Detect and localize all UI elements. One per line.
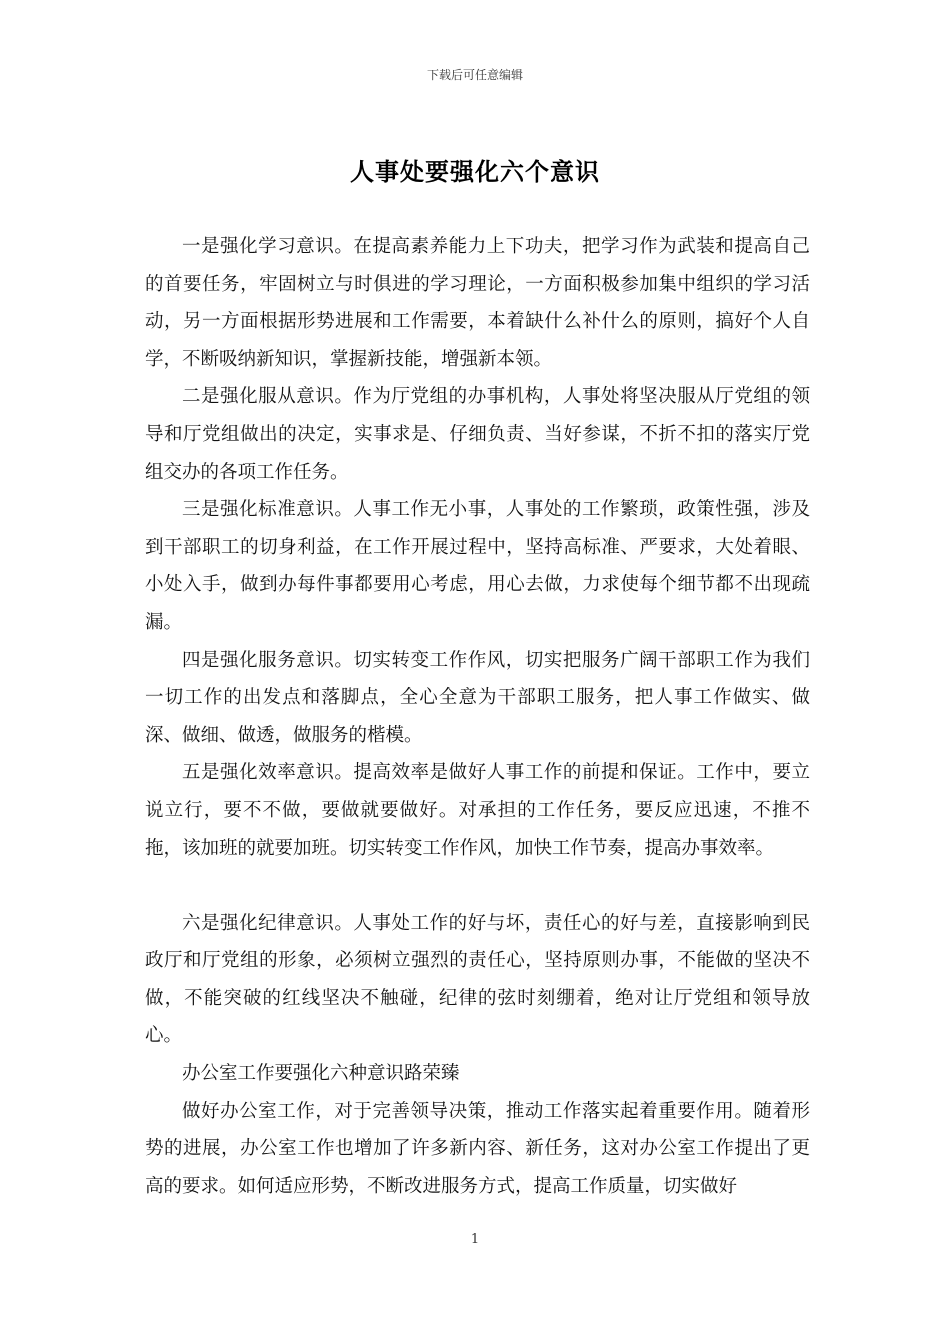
subheading-office-work: 办公室工作要强化六种意识路荣臻 <box>182 1063 460 1085</box>
paragraph-service: 四是强化服务意识。切实转变工作作风，切实把服务广阔干部职工作为我们一切工作的出发点和落脚点，全心全意为干部职工服务，把人事工作做实、做深、做细、做透，做服务的楷模。 <box>145 649 810 746</box>
paragraph-spacer <box>145 867 810 905</box>
document-body <box>145 228 810 1205</box>
paragraph-standards: 三是强化标准意识。人事工作无小事，人事处的工作繁琐，政策性强，涉及到干部职工的切身利益，在工作开展过程中，坚持高标准、严要求，大处着眼、小处入手，做到办每件事都要用心考虑，用心去做，力求使每个细节都不出现疏漏。 <box>145 499 810 633</box>
paragraph-office-intro: 做好办公室工作，对于完善领导决策，推动工作落实起着重要作用。随着形势的进展，办公室工作也增加了许多新内容、新任务，这对办公室工作提出了更高的要求。如何适应形势，不断改进服务方式，提高工作质量，切实做好 <box>145 1100 810 1197</box>
paragraph-learning: 一是强化学习意识。在提高素养能力上下功夫，把学习作为武装和提高自己的首要任务，牢固树立与时俱进的学习理论，一方面积极参加集中组织的学习活动，另一方面根据形势进展和工作需要，本着缺什么补什么的原则，搞好个人自学，不断吸纳新知识，掌握新技能，增强新本领。 <box>145 236 810 370</box>
document-title: 人事处要强化六个意识 <box>350 157 600 186</box>
page-number: 1 <box>470 1232 480 1247</box>
paragraph-obedience: 二是强化服从意识。作为厅党组的办事机构，人事处将坚决服从厅党组的领导和厅党组做出的决定，实事求是、仔细负责、当好参谋，不折不扣的落实厅党组交办的各项工作任务。 <box>145 386 810 483</box>
header-note: 下载后可任意编辑 <box>426 68 523 82</box>
paragraph-discipline: 六是强化纪律意识。人事处工作的好与坏，责任心的好与差，直接影响到民政厅和厅党组的形象，必须树立强烈的责任心，坚持原则办事，不能做的坚决不做，不能突破的红线坚决不触碰，纪律的弦时刻绷着，绝对让厅党组和领导放心。 <box>145 912 810 1047</box>
paragraph-efficiency: 五是强化效率意识。提高效率是做好人事工作的前提和保证。工作中，要立说立行，要不不做，要做就要做好。对承担的工作任务，要反应迅速，不推不拖，该加班的就要加班。切实转变工作作风，加快工作节奏，提高办事效率。 <box>145 762 810 859</box>
